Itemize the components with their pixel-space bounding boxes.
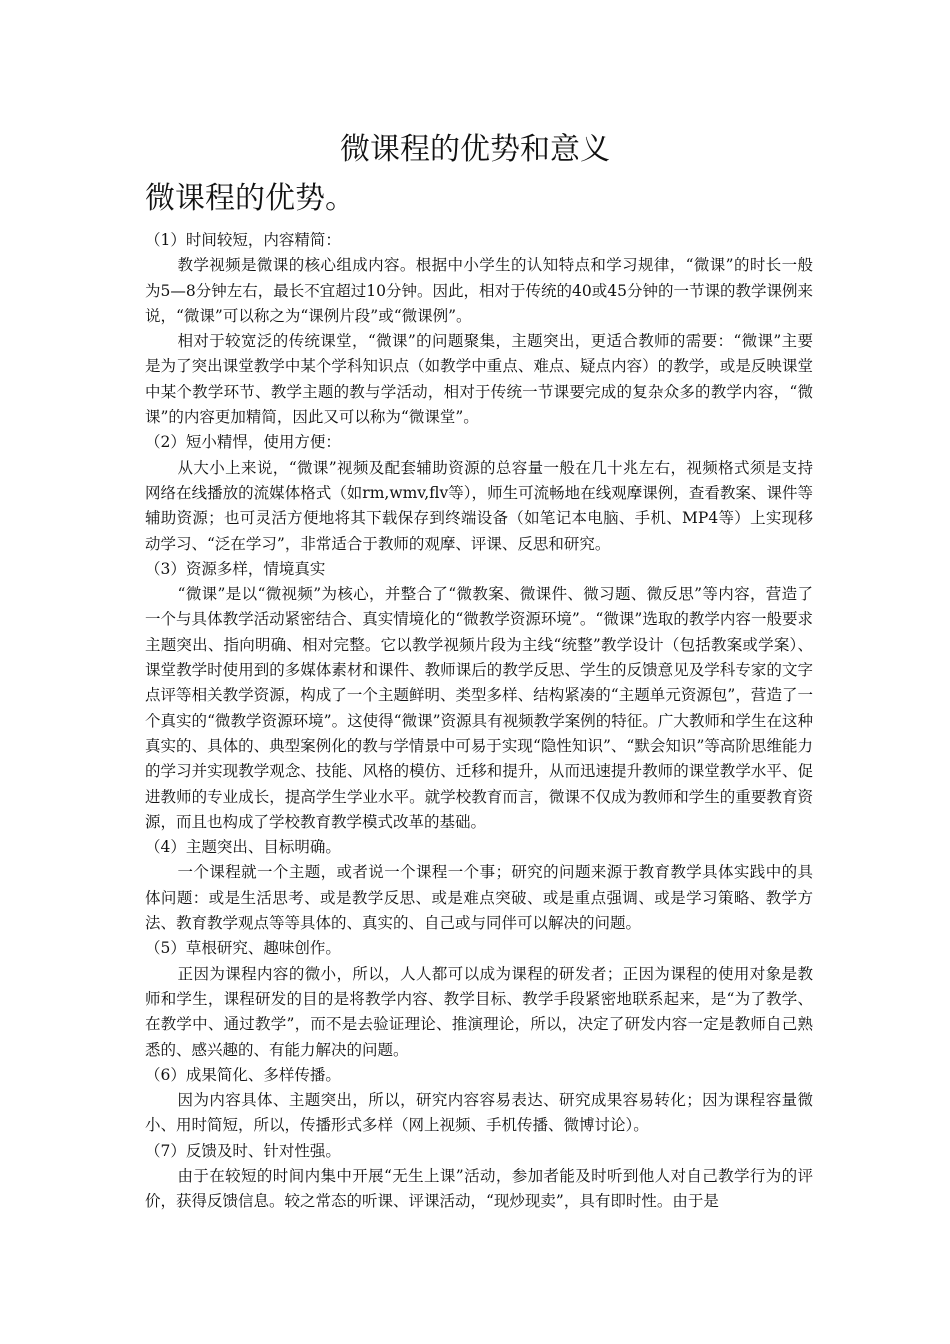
section-heading-3: （3）资源多样，情境真实	[145, 559, 326, 578]
section-heading-5: （5）草根研究、趣味创作。	[145, 939, 341, 958]
paragraph-5-1: 正因为课程内容的微小，所以，人人都可以成为课程的研发者；正因为课程的使用对象是教师和学生，课程研发的目的是将教学内容、教学目标、教学手段紧密地联系起来，是“为了教学、在教学中、通过教学”，而不是去验证理论、推演理论，所以，决定了研发内容一定是教师自己熟悉的、感兴趣的、有能力解决的问题。	[145, 964, 813, 1059]
section-heading-4: （4）主题突出、目标明确。	[145, 838, 341, 857]
section-heading-7: （7）反馈及时、针对性强。	[145, 1141, 341, 1160]
section-heading-1: （1）时间较短，内容精简：	[145, 231, 341, 249]
paragraph-2-1: 从大小上来说，“微课”视频及配套辅助资源的总容量一般在几十兆左右，视频格式须是支持网络在线播放的流媒体格式（如rm,wmv,flv等），师生可流畅地在线观摩课例，查看教案、课件等辅助资源；也可灵活方便地将其下载保存到终端设备（如笔记本电脑、手机、MP4等）上实现移动学习、“泛在学习”，非常适合于教师的观摩、评课、反思和研究。	[145, 458, 813, 553]
paragraph-7-1: 由于在较短的时间内集中开展“无生上课”活动，参加者能及时听到他人对自己教学行为的评价，获得反馈信息。较之常态的听课、评课活动，“现炒现卖”，具有即时性。由于是	[145, 1166, 813, 1211]
section-subtitle: 微课程的优势。	[145, 181, 355, 216]
paragraph-1-2: 相对于较宽泛的传统课堂，“微课”的问题聚集，主题突出，更适合教师的需要：“微课”主要是为了突出课堂教学中某个学科知识点（如教学中重点、难点、疑点内容）的教学，或是反映课堂中某个教学环节、教学主题的教与学活动，相对于传统一节课要完成的复杂众多的教学内容，“微课”的内容更加精简，因此又可以称为“微课堂”。	[145, 332, 813, 427]
section-heading-2: （2）短小精悍，使用方便：	[145, 433, 341, 452]
paragraph-1-1: 教学视频是微课的核心组成内容。根据中小学生的认知特点和学习规律，“微课”的时长一般为5—8分钟左右，最长不宜超过10分钟。因此，相对于传统的40或45分钟的一节课的教学课例来说，“微课”可以称之为“课例片段”或“微课例”。	[145, 256, 813, 325]
paragraph-6-1: 因为内容具体、主题突出，所以，研究内容容易表达、研究成果容易转化；因为课程容量微小、用时简短，所以，传播形式多样（网上视频、手机传播、微博讨论）。	[145, 1091, 813, 1135]
paragraph-4-1: 一个课程就一个主题，或者说一个课程一个事；研究的问题来源于教育教学具体实践中的具体问题：或是生活思考、或是教学反思、或是难点突破、或是重点强调、或是学习策略、教学方法、教育教学观点等等具体的、真实的、自己或与同伴可以解决的问题。	[145, 863, 813, 933]
section-heading-6: （6）成果简化、多样传播。	[145, 1065, 341, 1084]
document-title: 微课程的优势和意义	[340, 132, 610, 167]
paragraph-3-1: “微课”是以“微视频”为核心，并整合了“微教案、微课件、微习题、微反思”等内容，营造了一个与具体教学活动紧密结合、真实情境化的“微教学资源环境”。“微课”选取的教学内容一般要求主题突出、指向明确、相对完整。它以教学视频片段为主线“统整”教学设计（包括教案或学案）、课堂教学时使用到的多媒体素材和课件、教师课后的教学反思、学生的反馈意见及学科专家的文字点评等相关教学资源，构成了一个主题鲜明、类型多样、结构紧凑的“主题单元资源包”，营造了一个真实的“微教学资源环境”。这使得“微课”资源具有视频教学案例的特征。广大教师和学生在这种真实的、具体的、典型案例化的教与学情景中可易于实现“隐性知识”、“默会知识”等高阶思维能力的学习并实现教学观念、技能、风格的模仿、迁移和提升，从而迅速提升教师的课堂教学水平、促进教师的专业成长，提高学生学业水平。就学校教育而言，微课不仅成为教师和学生的重要教育资源，而且也构成了学校教育教学模式改革的基础。	[145, 585, 813, 831]
document-body	[145, 228, 813, 1215]
